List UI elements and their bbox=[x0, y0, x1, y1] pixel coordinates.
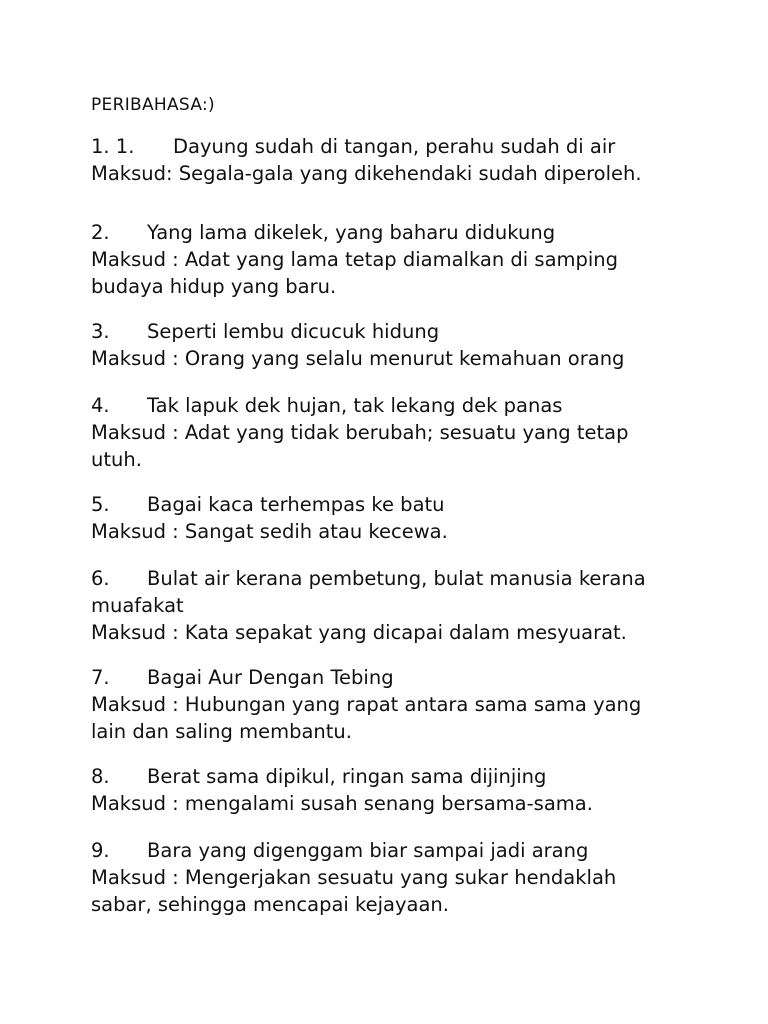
proverb-line bbox=[91, 133, 691, 160]
proverb-entry-3 bbox=[91, 318, 691, 372]
proverb-text: Bagai kaca terhempas ke batu bbox=[147, 493, 445, 516]
proverb-line bbox=[91, 491, 691, 518]
entry-number: 9. bbox=[91, 839, 110, 862]
meaning-line: Maksud : Adat yang lama tetap diamalkan di samping bbox=[91, 248, 619, 271]
entry-number: 2. bbox=[91, 221, 110, 244]
proverb-line bbox=[91, 763, 691, 790]
proverb-line bbox=[91, 565, 691, 592]
proverb-text: Yang lama dikelek, yang baharu didukung bbox=[147, 221, 556, 244]
proverb-line bbox=[91, 219, 691, 246]
proverb-text: Berat sama dipikul, ringan sama dijinjing bbox=[147, 765, 547, 788]
proverb-text: Bulat air kerana pembetung, bulat manusia kerana bbox=[147, 567, 646, 590]
meaning-line: Maksud : mengalami susah senang bersama-sama. bbox=[91, 792, 593, 815]
proverb-entry-8 bbox=[91, 763, 691, 817]
meaning-line: Maksud : Kata sepakat yang dicapai dalam mesyuarat. bbox=[91, 621, 627, 644]
meaning-line: Maksud : Hubungan yang rapat antara sama sama yang bbox=[91, 693, 642, 716]
proverb-entry-6 bbox=[91, 565, 691, 646]
proverb-line bbox=[91, 664, 691, 691]
entry-number: 4. bbox=[91, 394, 110, 417]
proverb-entry-9 bbox=[91, 837, 691, 918]
entry-number: 5. bbox=[91, 493, 110, 516]
meaning-line: Maksud : Mengerjakan sesuatu yang sukar hendaklah bbox=[91, 866, 617, 889]
proverb-text: Tak lapuk dek hujan, tak lekang dek panas bbox=[147, 394, 563, 417]
meaning-line: sabar, sehingga mencapai kejayaan. bbox=[91, 893, 449, 916]
meaning-line: Maksud : Orang yang selalu menurut kemahuan orang bbox=[91, 347, 625, 370]
meaning-line: lain dan saling membantu. bbox=[91, 720, 352, 743]
proverb-text: Seperti lembu dicucuk hidung bbox=[147, 320, 440, 343]
meaning-line: Maksud : Sangat sedih atau kecewa. bbox=[91, 520, 448, 543]
proverb-entry-1 bbox=[91, 133, 691, 187]
proverb-entry-5 bbox=[91, 491, 691, 545]
meaning-line: utuh. bbox=[91, 448, 142, 471]
page-title: PERIBAHASA:) bbox=[91, 95, 215, 115]
proverb-line bbox=[91, 837, 691, 864]
proverb-line bbox=[91, 392, 691, 419]
entry-number: 8. bbox=[91, 765, 110, 788]
proverb-text: Bara yang digenggam biar sampai jadi arang bbox=[147, 839, 589, 862]
entry-number: 3. bbox=[91, 320, 110, 343]
proverb-entry-4 bbox=[91, 392, 691, 473]
entry-number: 1. 1. bbox=[91, 135, 135, 158]
proverb-continuation: muafakat bbox=[91, 594, 184, 617]
proverb-text: Bagai Aur Dengan Tebing bbox=[147, 666, 394, 689]
meaning-line: Maksud : Adat yang tidak berubah; sesuatu yang tetap bbox=[91, 421, 629, 444]
meaning-line: budaya hidup yang baru. bbox=[91, 275, 337, 298]
entry-number: 7. bbox=[91, 666, 110, 689]
meaning-line: Maksud: Segala-gala yang dikehendaki sudah diperoleh. bbox=[91, 162, 642, 185]
entry-number: 6. bbox=[91, 567, 110, 590]
proverb-entry-2 bbox=[91, 219, 691, 300]
proverb-line bbox=[91, 318, 691, 345]
proverb-entry-7 bbox=[91, 664, 691, 745]
proverb-text: Dayung sudah di tangan, perahu sudah di air bbox=[173, 135, 616, 158]
